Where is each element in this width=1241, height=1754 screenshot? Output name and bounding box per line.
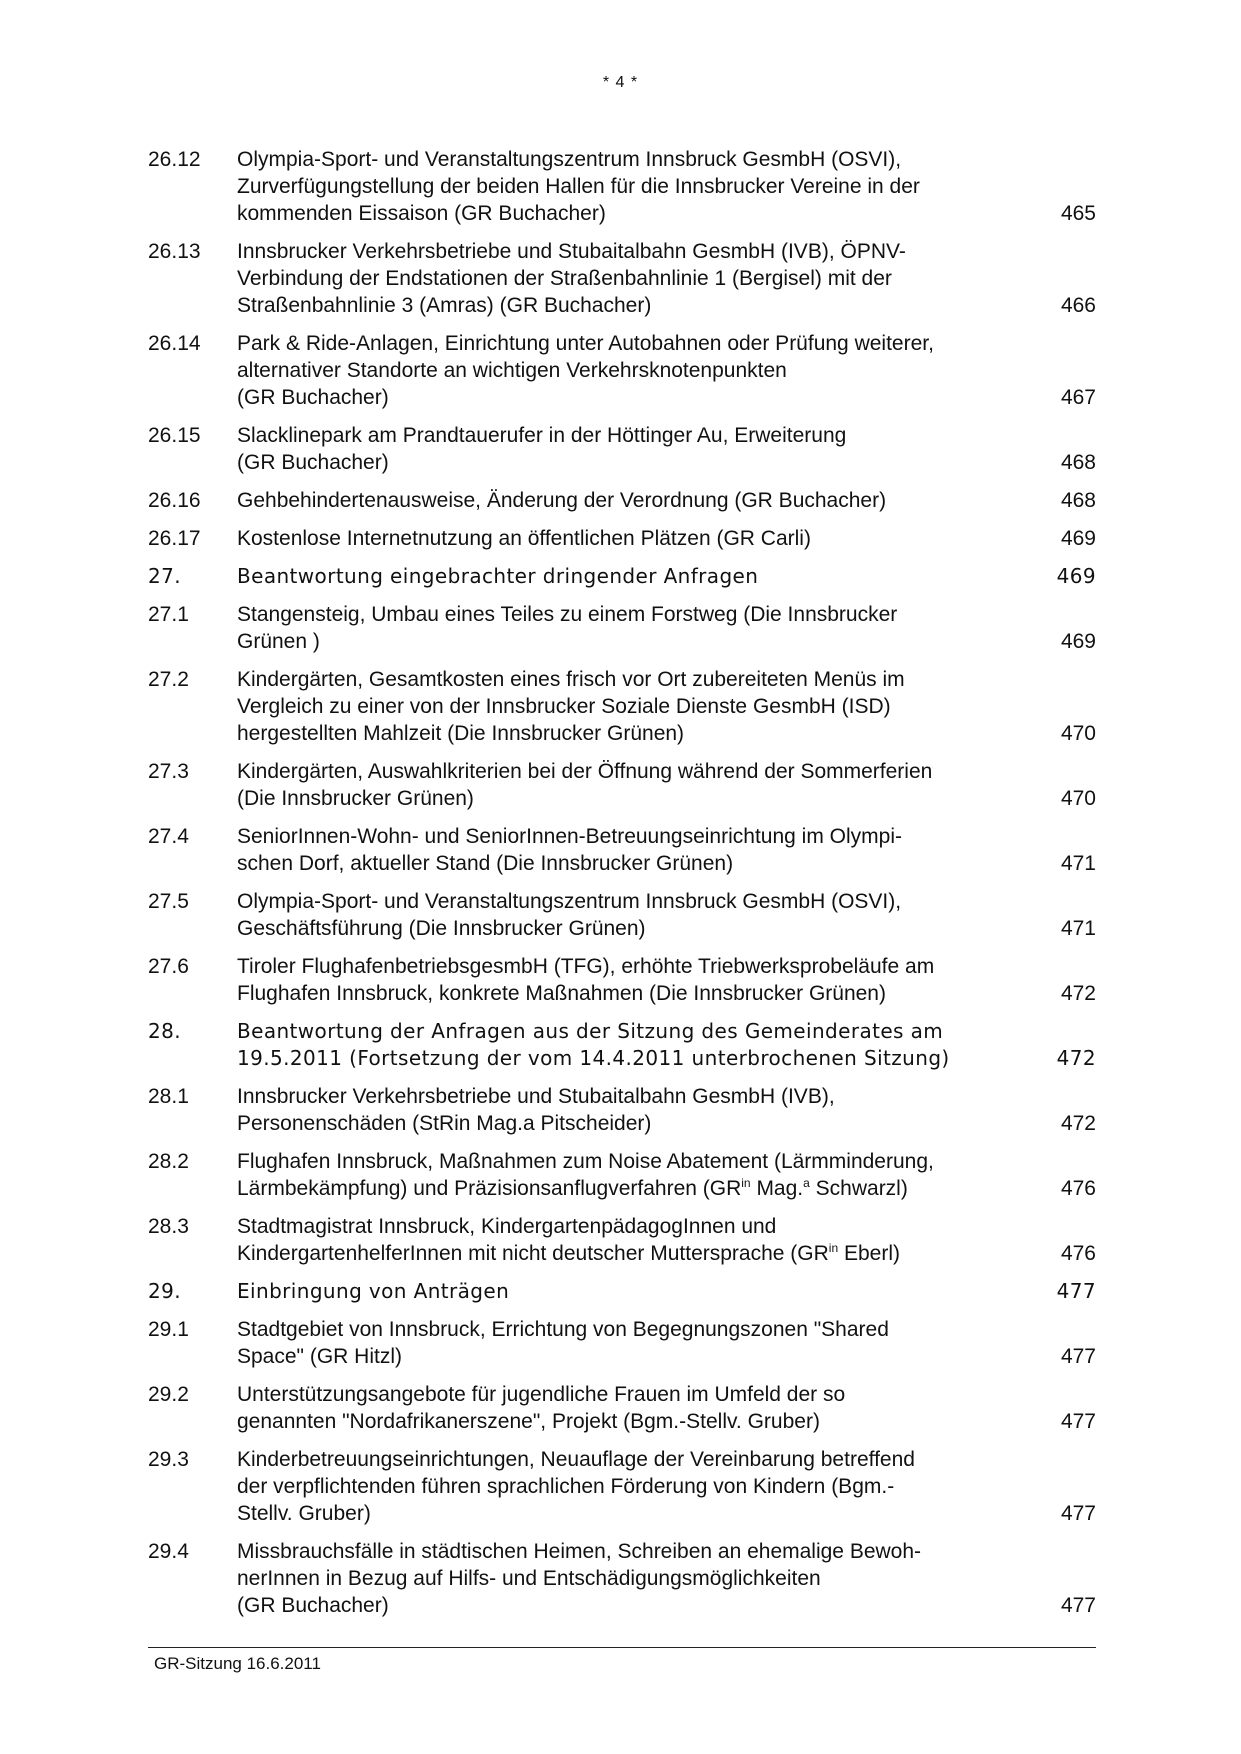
section-title: Beantwortung eingebrachter dringender Anfragen	[237, 564, 759, 588]
entry-page-number: 477	[1060, 1502, 1096, 1525]
toc-entry-28-2	[148, 1148, 1096, 1202]
entry-page-number: 465	[1060, 202, 1096, 225]
entry-number: 26.16	[148, 489, 201, 512]
entry-title-text: Eberl)	[838, 1242, 900, 1265]
toc-entry-26-15	[148, 422, 1096, 476]
entry-title: Stangensteig, Umbau eines Teiles zu einem Forstweg (Die Innsbrucker Grünen )	[237, 603, 898, 653]
toc-entry-26-12	[148, 146, 1096, 227]
entry-title: Stadtgebiet von Innsbruck, Errichtung von Begegnungszonen "Shared Space" (GR Hitzl)	[237, 1318, 889, 1368]
entry-title: Unterstützungsangebote für jugendliche Frauen im Umfeld der so genannten "Nordafrikanerszene", Projekt (Bgm.-Stellv. Gruber)	[237, 1383, 846, 1433]
entry-number: 26.17	[148, 527, 201, 550]
entry-number: 29.2	[148, 1383, 189, 1406]
entry-page-number: 476	[1060, 1177, 1096, 1200]
toc-entry-26-17	[148, 525, 1096, 552]
toc-entry-26-13	[148, 238, 1096, 319]
entry-title-text: Flughafen Innsbruck, Maßnahmen zum Noise Abatement (Lärmminderung, Lärmbekämpfung) und Präzisionsanflugverfahren (GR	[237, 1150, 934, 1200]
section-number: 27.	[148, 564, 182, 588]
entry-page-number: 477	[1060, 1410, 1096, 1433]
entry-number: 27.3	[148, 760, 189, 783]
entry-number: 27.2	[148, 668, 189, 691]
entry-number: 28.1	[148, 1085, 189, 1108]
entry-number: 29.4	[148, 1540, 189, 1563]
entry-title-text: Schwarzl)	[809, 1177, 908, 1200]
toc-entry-27-4	[148, 823, 1096, 877]
entry-page-number: 471	[1060, 917, 1096, 940]
entry-title: Missbrauchsfälle in städtischen Heimen, Schreiben an ehemalige Bewoh- nerInnen in Bezug auf Hilfs- und Entschädigungsmöglichkeiten (GR Buchacher)	[237, 1540, 922, 1617]
entry-number: 27.1	[148, 603, 189, 626]
entry-title: Kindergärten, Gesamtkosten eines frisch vor Ort zubereiteten Menüs im Vergleich zu einer von der Innsbrucker Soziale Dienste GesmbH (ISD) hergestellten Mahlzeit (Die Innsbrucker Grünen)	[237, 668, 905, 745]
entry-title: Kinderbetreuungseinrichtungen, Neuauflage der Vereinbarung betreffend der verpflichtenden führen sprachlichen Förderung von Kindern (Bgm.- Stellv. Gruber)	[237, 1448, 915, 1525]
section-title: Beantwortung der Anfragen aus der Sitzung des Gemeinderates am 19.5.2011 (Fortsetzung der vom 14.4.2011 unterbrochenen Sitzung)	[237, 1019, 950, 1070]
entry-number: 26.13	[148, 240, 201, 263]
entry-title: Park & Ride-Anlagen, Einrichtung unter Autobahnen oder Prüfung weiterer, alternativer Standorte an wichtigen Verkehrsknotenpunkten (GR Buchacher)	[237, 332, 934, 409]
entry-number: 28.3	[148, 1215, 189, 1238]
entry-page-number: 477	[1056, 1279, 1096, 1303]
toc-entry-27-2	[148, 666, 1096, 747]
entry-page-number: 466	[1060, 294, 1096, 317]
toc-entry-27-6	[148, 953, 1096, 1007]
section-number: 28.	[148, 1019, 182, 1043]
entry-number: 29.3	[148, 1448, 189, 1471]
entry-page-number: 472	[1056, 1046, 1096, 1070]
entry-title	[237, 1148, 1024, 1202]
entry-title	[237, 1213, 1024, 1267]
superscript: in	[828, 1241, 839, 1255]
entry-page-number: 470	[1060, 787, 1096, 810]
entry-number: 28.2	[148, 1150, 189, 1173]
toc-section-29	[148, 1278, 1096, 1305]
entry-page-number: 472	[1060, 1112, 1096, 1135]
superscript: a	[803, 1176, 810, 1190]
entry-title: Kindergärten, Auswahlkriterien bei der Öffnung während der Sommerferien (Die Innsbrucker Grünen)	[237, 760, 933, 810]
entry-number: 26.14	[148, 332, 201, 355]
entry-page-number: 469	[1060, 527, 1096, 550]
toc-section-28	[148, 1018, 1096, 1072]
page-number: * 4 *	[602, 74, 639, 91]
entry-title-text: Stadtmagistrat Innsbruck, KindergartenpädagogInnen und KindergartenhelferInnen mit nicht deutscher Muttersprache (GR	[237, 1215, 829, 1265]
footer-divider	[148, 1647, 1096, 1648]
entry-title: Slacklinepark am Prandtauerufer in der Höttinger Au, Erweiterung (GR Buchacher)	[237, 424, 847, 474]
entry-number: 29.1	[148, 1318, 189, 1341]
entry-page-number: 468	[1060, 489, 1096, 512]
toc-entry-28-1	[148, 1083, 1096, 1137]
entry-number: 27.4	[148, 825, 189, 848]
section-title: Einbringung von Anträgen	[237, 1279, 510, 1303]
entry-title: Innsbrucker Verkehrsbetriebe und Stubaitalbahn GesmbH (IVB), ÖPNV- Verbindung der Endstationen der Straßenbahnlinie 1 (Bergisel) mit der Straßenbahnlinie 3 (Amras) (GR Buchacher)	[237, 240, 906, 317]
entry-page-number: 470	[1060, 722, 1096, 745]
entry-title-text: Mag.	[750, 1177, 804, 1200]
entry-page-number: 467	[1060, 386, 1096, 409]
entry-title: SeniorInnen-Wohn- und SeniorInnen-Betreuungseinrichtung im Olympi- schen Dorf, aktueller Stand (Die Innsbrucker Grünen)	[237, 825, 902, 875]
entry-number: 26.15	[148, 424, 201, 447]
entry-number: 26.12	[148, 148, 201, 171]
table-of-contents	[148, 146, 1096, 1630]
footer-session-label: GR-Sitzung 16.6.2011	[154, 1654, 321, 1673]
entry-title: Innsbrucker Verkehrsbetriebe und Stubaitalbahn GesmbH (IVB), Personenschäden (StRin Mag.a Pitscheider)	[237, 1085, 835, 1135]
toc-entry-29-2	[148, 1381, 1096, 1435]
toc-entry-27-1	[148, 601, 1096, 655]
entry-page-number: 476	[1060, 1242, 1096, 1265]
toc-entry-28-3	[148, 1213, 1096, 1267]
entry-page-number: 477	[1060, 1345, 1096, 1368]
entry-title: Kostenlose Internetnutzung an öffentlichen Plätzen (GR Carli)	[237, 527, 811, 550]
section-number: 29.	[148, 1279, 182, 1303]
entry-title: Tiroler FlughafenbetriebsgesmbH (TFG), erhöhte Triebwerksprobeläufe am Flughafen Innsbruck, konkrete Maßnahmen (Die Innsbrucker Grünen)	[237, 955, 935, 1005]
toc-entry-29-1	[148, 1316, 1096, 1370]
entry-title: Olympia-Sport- und Veranstaltungszentrum Innsbruck GesmbH (OSVI), Zurverfügungstellung der beiden Hallen für die Innsbrucker Vereine in der kommenden Eissaison (GR Buchacher)	[237, 148, 920, 225]
entry-page-number: 468	[1060, 451, 1096, 474]
entry-page-number: 469	[1056, 564, 1096, 588]
entry-number: 27.6	[148, 955, 189, 978]
toc-entry-27-3	[148, 758, 1096, 812]
entry-page-number: 477	[1060, 1594, 1096, 1617]
entry-page-number: 471	[1060, 852, 1096, 875]
toc-entry-29-3	[148, 1446, 1096, 1527]
toc-entry-27-5	[148, 888, 1096, 942]
toc-entry-29-4	[148, 1538, 1096, 1619]
entry-page-number: 472	[1060, 982, 1096, 1005]
entry-page-number: 469	[1060, 630, 1096, 653]
toc-section-27	[148, 563, 1096, 590]
entry-title: Gehbehindertenausweise, Änderung der Verordnung (GR Buchacher)	[237, 489, 887, 512]
superscript: in	[741, 1176, 751, 1190]
entry-title: Olympia-Sport- und Veranstaltungszentrum Innsbruck GesmbH (OSVI), Geschäftsführung (Die Innsbrucker Grünen)	[237, 890, 902, 940]
toc-entry-26-16	[148, 487, 1096, 514]
toc-entry-26-14	[148, 330, 1096, 411]
entry-number: 27.5	[148, 890, 189, 913]
